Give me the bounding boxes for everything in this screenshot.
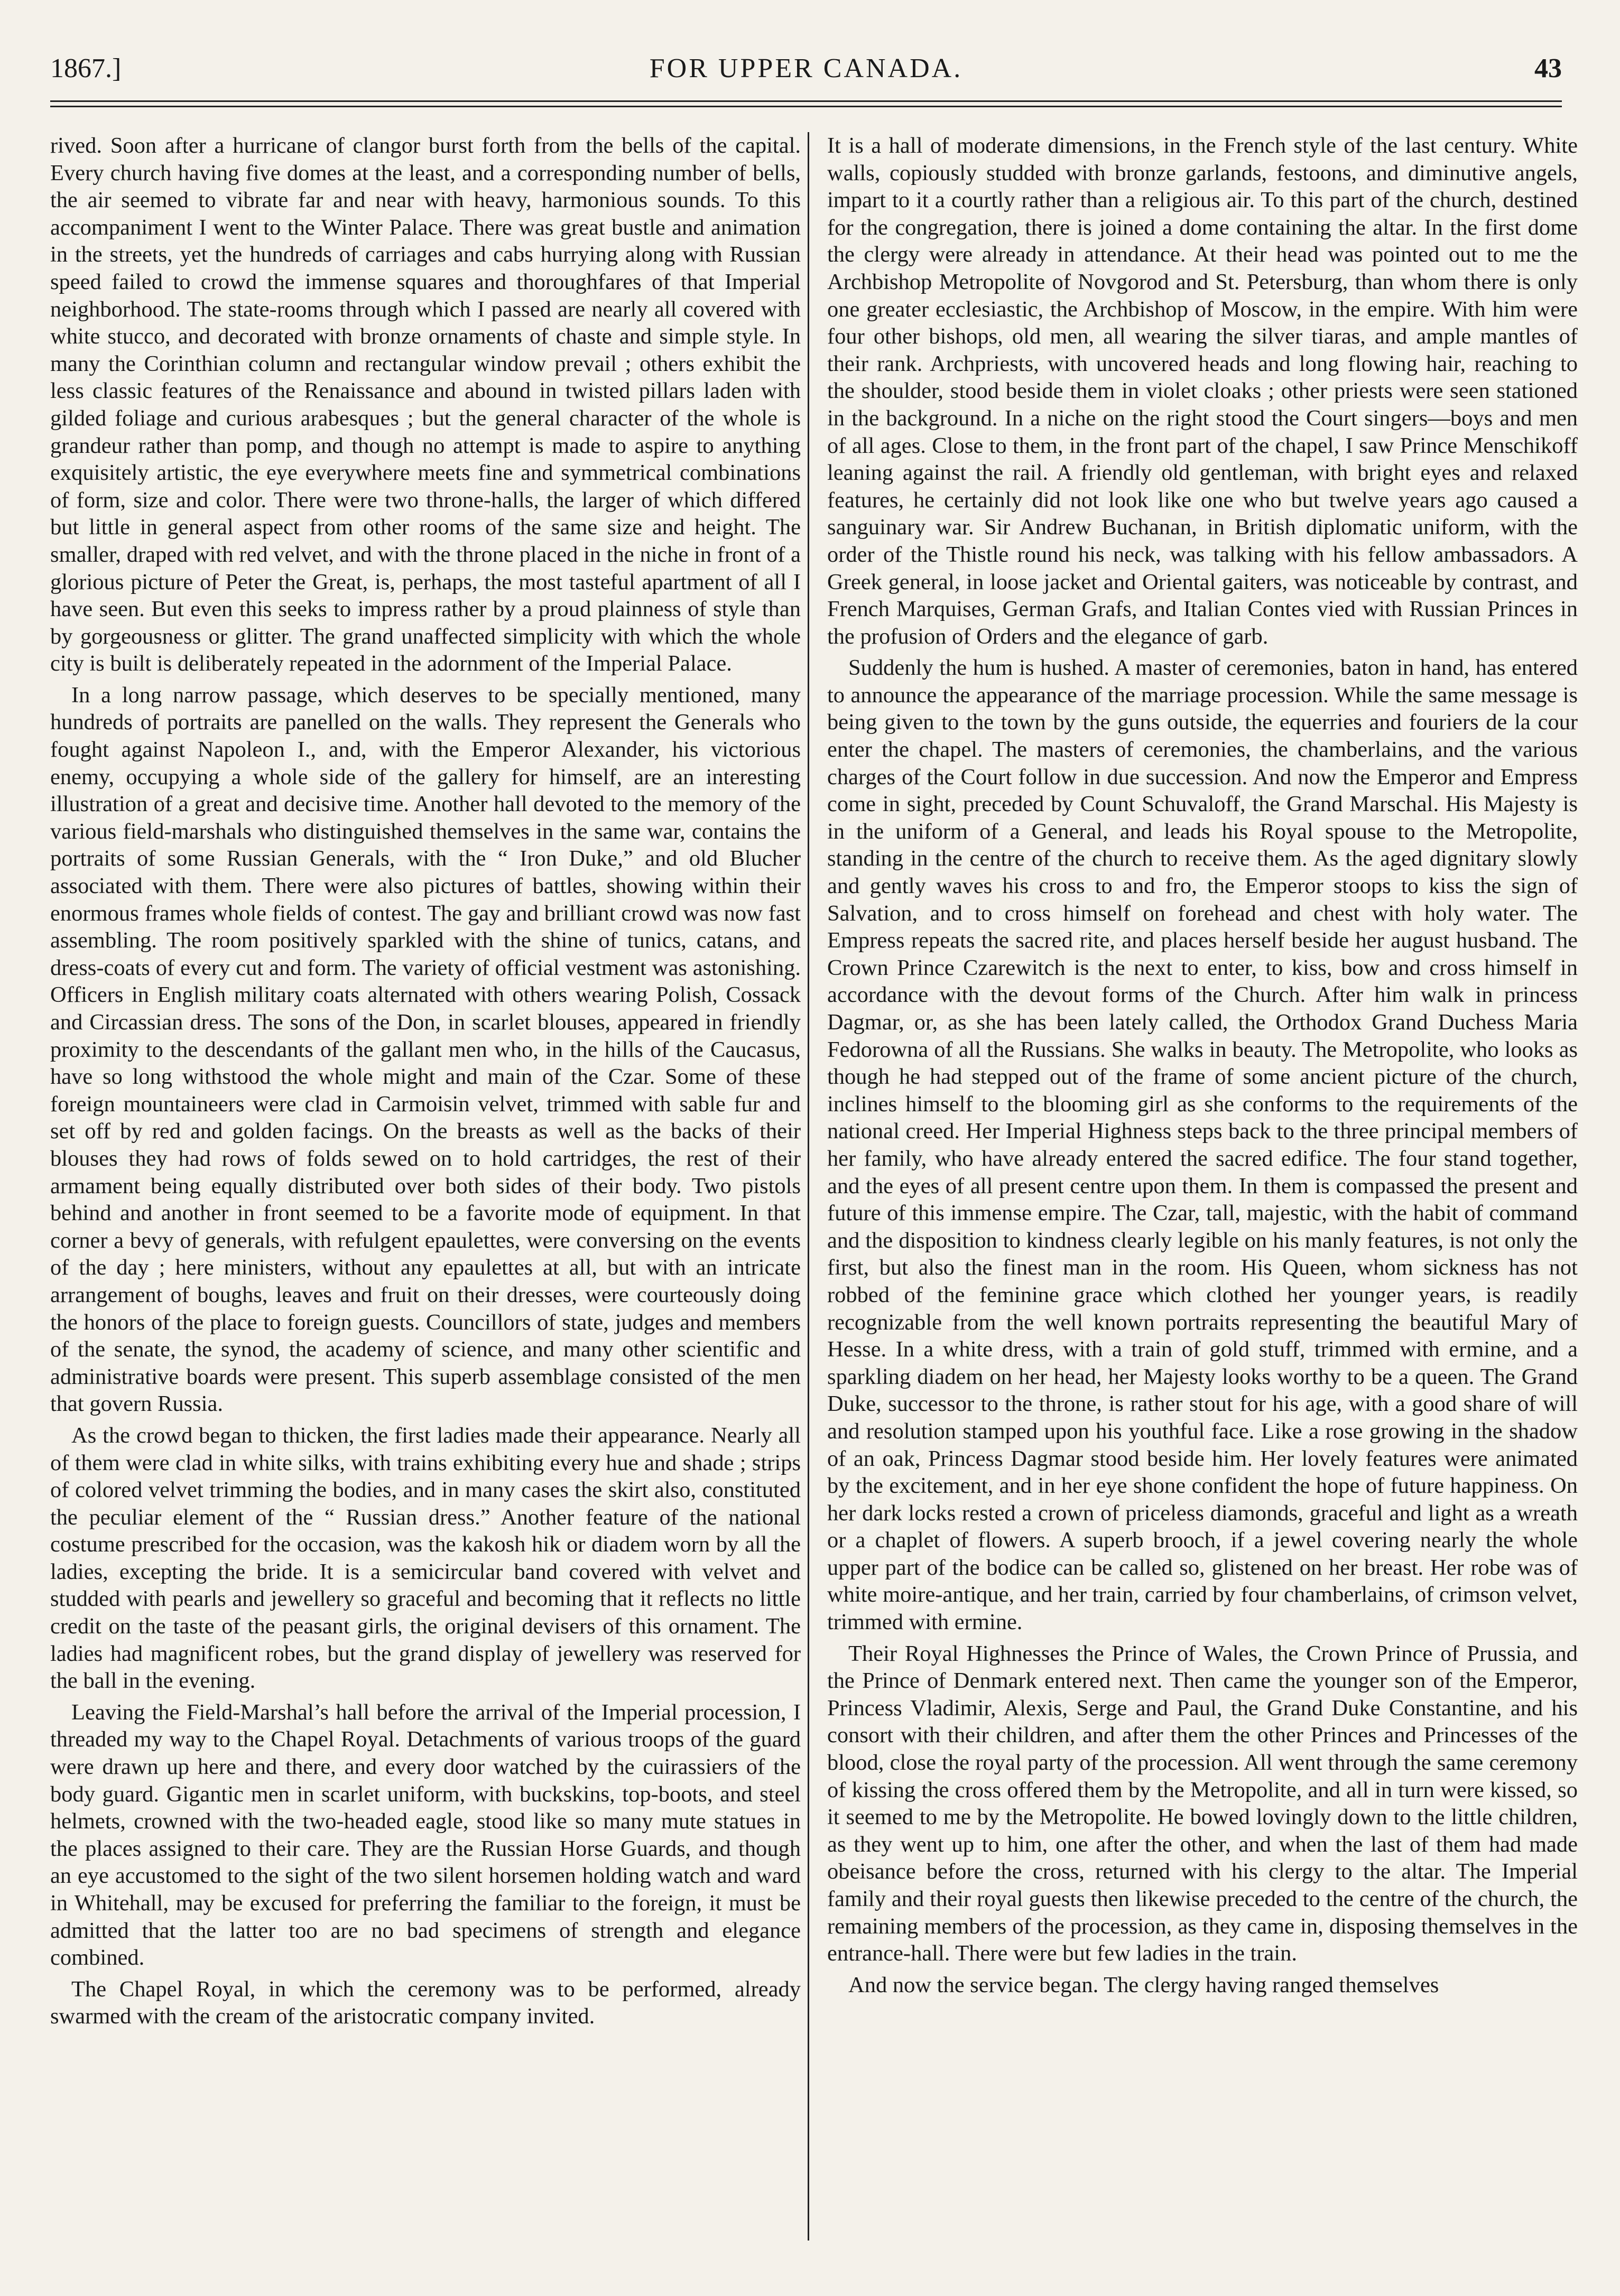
- page-header: [50, 45, 1562, 92]
- header-rule-top: [50, 100, 1562, 102]
- page-number: 43: [1534, 53, 1562, 83]
- paragraph: rived. Soon after a hurricane of clangor burst forth from the bells of the capital. Every church having five domes at the least, and a corresponding number of bells, the air seemed to vibrate far and near with heavy, harmonious sounds. To this accompaniment I went to the Winter Palace. There was great bustle and animation in the streets, yet the hundreds of carriages and cabs hurrying along with Russian speed failed to crowd the immense squares and thoroughfares of that Imperial neighborhood. The state-rooms through which I passed are nearly all covered with white stucco, and decorated with bronze ornaments of chaste and simple style. In many the Corinthian column and rectangular window prevail ; others exhibit the less classic features of the Renaissance and abound in twisted pillars laden with gilded foliage and curious arabesques ; but the general character of the whole is grandeur rather than pomp, and though no attempt is made to aspire to anything exquisitely artistic, the eye everywhere meets fine and symmetrical combinations of form, size and color. There were two throne-halls, the larger of which differed but little in general aspect from other rooms of the same size and height. The smaller, draped with red velvet, and with the throne placed in the niche in front of a glorious picture of Peter the Great, is, perhaps, the most tasteful apartment of all I have seen. But even this seeks to impress rather by a proud plainness of style than by gorgeousness or glitter. The grand unaffected simplicity with which the whole city is built is deliberately repeated in the adornment of the Imperial Palace.: [50, 133, 801, 676]
- paragraph: In a long narrow passage, which deserves to be specially mentioned, many hundreds of portraits are panelled on the walls. They represent the Generals who fought against Napoleon I., and, with the Emperor Alexander, his victorious enemy, occupying a whole side of the gallery for himself, are an interesting illustration of a great and decisive time. Another hall devoted to the memory of the various field-marshals who distinguished themselves in the same war, contains the portraits of some Russian Generals, with the “ Iron Duke,” and old Blucher associated with them. There were also pictures of battles, showing within their enormous frames whole fields of contest. The gay and brilliant crowd was now fast assembling. The room positively sparkled with the shine of tunics, catans, and dress-coats of every cut and form. The variety of official vestment was astonishing. Officers in English military coats alternated with others wearing Polish, Cossack and Circassian dress. The sons of the Don, in scarlet blouses, appeared in friendly proximity to the descendants of the gallant men who, in the hills of the Caucasus, have so long withstood the whole might and main of the Czar. Some of these foreign mountaineers were clad in Carmoisin velvet, trimmed with sable fur and set off by red and golden facings. On the breasts as well as the backs of their blouses they had rows of folds sewed on to hold cartridges, the rest of their armament being equally distributed over both sides of their body. Two pistols behind and another in front seemed to be a favorite mode of equipment. In that corner a bevy of generals, with refulgent epaulettes, were conversing on the events of the day ; here ministers, without any epaulettes at all, but with an intricate arrangement of boughs, leaves and fruit on their dresses, were courteously doing the honors of the place to foreign guests. Councillors of state, judges and members of the senate, the synod, the academy of science, and many other scientific and administrative boards were present. This superb assemblage consisted of the men that govern Russia.: [50, 682, 801, 1417]
- paragraph: Leaving the Field-Marshal’s hall before the arrival of the Imperial procession, I threaded my way to the Chapel Royal. Detachments of various troops of the guard were drawn up here and there, and every door watched by the cuirassiers of the body guard. Gigantic men in scarlet uniform, with buckskins, top-boots, and steel helmets, crowned with the two-headed eagle, stood like so many mute statues in the places assigned to their care. They are the Russian Horse Guards, and though an eye accustomed to the sight of the two silent horsemen holding watch and ward in Whitehall, may be excused for preferring the familiar to the foreign, it must be admitted that the latter too are no bad specimens of strength and elegance combined.: [50, 1699, 801, 1970]
- header-rule-bottom: [50, 106, 1562, 107]
- header-title: FOR UPPER CANADA.: [649, 53, 963, 83]
- paragraph: Suddenly the hum is hushed. A master of ceremonies, baton in hand, has entered to announce the appearance of the marriage procession. While the same message is being given to the town by the guns outside, the equerries and fouriers de la cour enter the chapel. The masters of ceremonies, the chamberlains, and the various charges of the Court follow in due succession. And now the Emperor and Empress come in sight, preceded by Count Schuvaloff, the Grand Marschal. His Majesty is in the uniform of a General, and leads his Royal spouse to the Metropolite, standing in the centre of the church to receive them. As the aged dignitary slowly and gently waves his cross to and fro, the Emperor stoops to kiss the sign of Salvation, and to cross himself on forehead and chest with holy water. The Empress repeats the sacred rite, and places herself beside her august husband. The Crown Prince Czarewitch is the next to enter, to kiss, bow and cross himself in accordance with the devout forms of the Church. After him walk in princess Dagmar, or, as she has been lately called, the Orthodox Grand Duchess Maria Fedorowna of all the Russians. She walks in beauty. The Metropolite, who looks as though he had stepped out of the frame of some ancient picture of the church, inclines himself to the blooming girl as she conforms to the requirements of the national creed. Her Imperial Highness steps back to the three principal members of her family, who have already entered the sacred edifice. The four stand together, and the eyes of all present centre upon them. In them is compassed the present and future of this immense empire. The Czar, tall, majestic, with the habit of command and the disposition to kindness clearly legible on his manly features, is not only the first, but also the finest man in the room. His Queen, whom sickness has not robbed of the feminine grace which clothed her younger years, is readily recognizable from the well known portraits representing the beautiful Mary of Hesse. In a white dress, with a train of gold stuff, trimmed with ermine, and a sparkling diadem on her head, her Majesty looks worthy to be a queen. The Grand Duke, successor to the throne, is rather stout for his age, with a good share of will and resolution stamped upon his youthful face. Like a rose growing in the shadow of an oak, Princess Dagmar stood beside him. Her lovely features were animated by the excitement, and in her eye shone confident the hope of future happiness. On her dark locks rested a crown of priceless diamonds, graceful and light as a wreath or a chaplet of flowers. A superb brooch, if a jewel covering nearly the whole upper part of the bodice can be called so, glistened on her breast. Her robe was of white moire-antique, and her train, carried by four chamberlains, of crimson velvet, trimmed with ermine.: [827, 655, 1578, 1635]
- left-column: [50, 132, 801, 2241]
- right-column: [827, 132, 1578, 2241]
- paragraph: The Chapel Royal, in which the ceremony was to be performed, already swarmed with the cream of the aristocratic company invited.: [50, 1976, 801, 2029]
- paragraph: It is a hall of moderate dimensions, in the French style of the last century. White walls, copiously studded with bronze garlands, festoons, and diminutive angels, impart to it a courtly rather than a religious air. To this part of the church, destined for the congregation, there is joined a dome containing the altar. In the first dome the clergy were already in attendance. At their head was pointed out to me the Archbishop Metropolite of Novgorod and St. Petersburg, than whom there is only one greater ecclesiastic, the Archbishop of Moscow, in the empire. With him were four other bishops, old men, all wearing the silver tiaras, and ample mantles of their rank. Archpriests, with uncovered heads and long flowing hair, reaching to the shoulder, stood beside them in violet cloaks ; other priests were seen stationed in the background. In a niche on the right stood the Court singers—boys and men of all ages. Close to them, in the front part of the chapel, I saw Prince Menschikoff leaning against the rail. A friendly old gentleman, with bright eyes and relaxed features, he certainly did not look like one who but twelve years ago caused a sanguinary war. Sir Andrew Buchanan, in British diplomatic uniform, with the order of the Thistle round his neck, was talking with his fellow ambassadors. A Greek general, in loose jacket and Oriental gaiters, was noticeable by contrast, and French Marquises, German Grafs, and Italian Contes vied with Russian Princes in the profusion of Orders and the elegance of garb.: [827, 133, 1578, 649]
- paragraph: And now the service began. The clergy having ranged themselves: [848, 1972, 1439, 1997]
- paragraph: Their Royal Highnesses the Prince of Wales, the Crown Prince of Prussia, and the Prince of Denmark entered next. Then came the younger son of the Emperor, Princess Vladimir, Alexis, Serge and Paul, the Grand Duke Constantine, and his consort with their children, and after them the other Princes and Princesses of the blood, close the royal party of the procession. All went through the same ceremony of kissing the cross offered them by the Metropolite, and all in turn were kissed, so it seemed to me by the Metropolite. He bowed lovingly down to the little children, as they went up to him, one after the other, and when the last of them had made obeisance before the cross, returned with his clergy to the altar. The Imperial family and their royal guests then likewise preceded to the centre of the church, the remaining members of the procession, as they came in, disposing themselves in the entrance-hall. There were but few ladies in the train.: [827, 1641, 1578, 1966]
- column-divider: [808, 132, 809, 2241]
- paragraph: As the crowd began to thicken, the first ladies made their appearance. Nearly all of them were clad in white silks, with trains exhibiting every hue and shade ; strips of colored velvet trimming the bodies, and in many cases the skirt also, constituted the peculiar element of the “ Russian dress.” Another feature of the national costume prescribed for the occasion, was the kakosh hik or diadem worn by all the ladies, excepting the bride. It is a semicircular band covered with velvet and studded with pearls and jewellery so graceful and becoming that it reflects no little credit on the taste of the peasant girls, the original devisers of this ornament. The ladies had magnificent robes, but the grand display of jewellery was reserved for the ball in the evening.: [50, 1423, 801, 1694]
- header-year: 1867.]: [50, 53, 122, 83]
